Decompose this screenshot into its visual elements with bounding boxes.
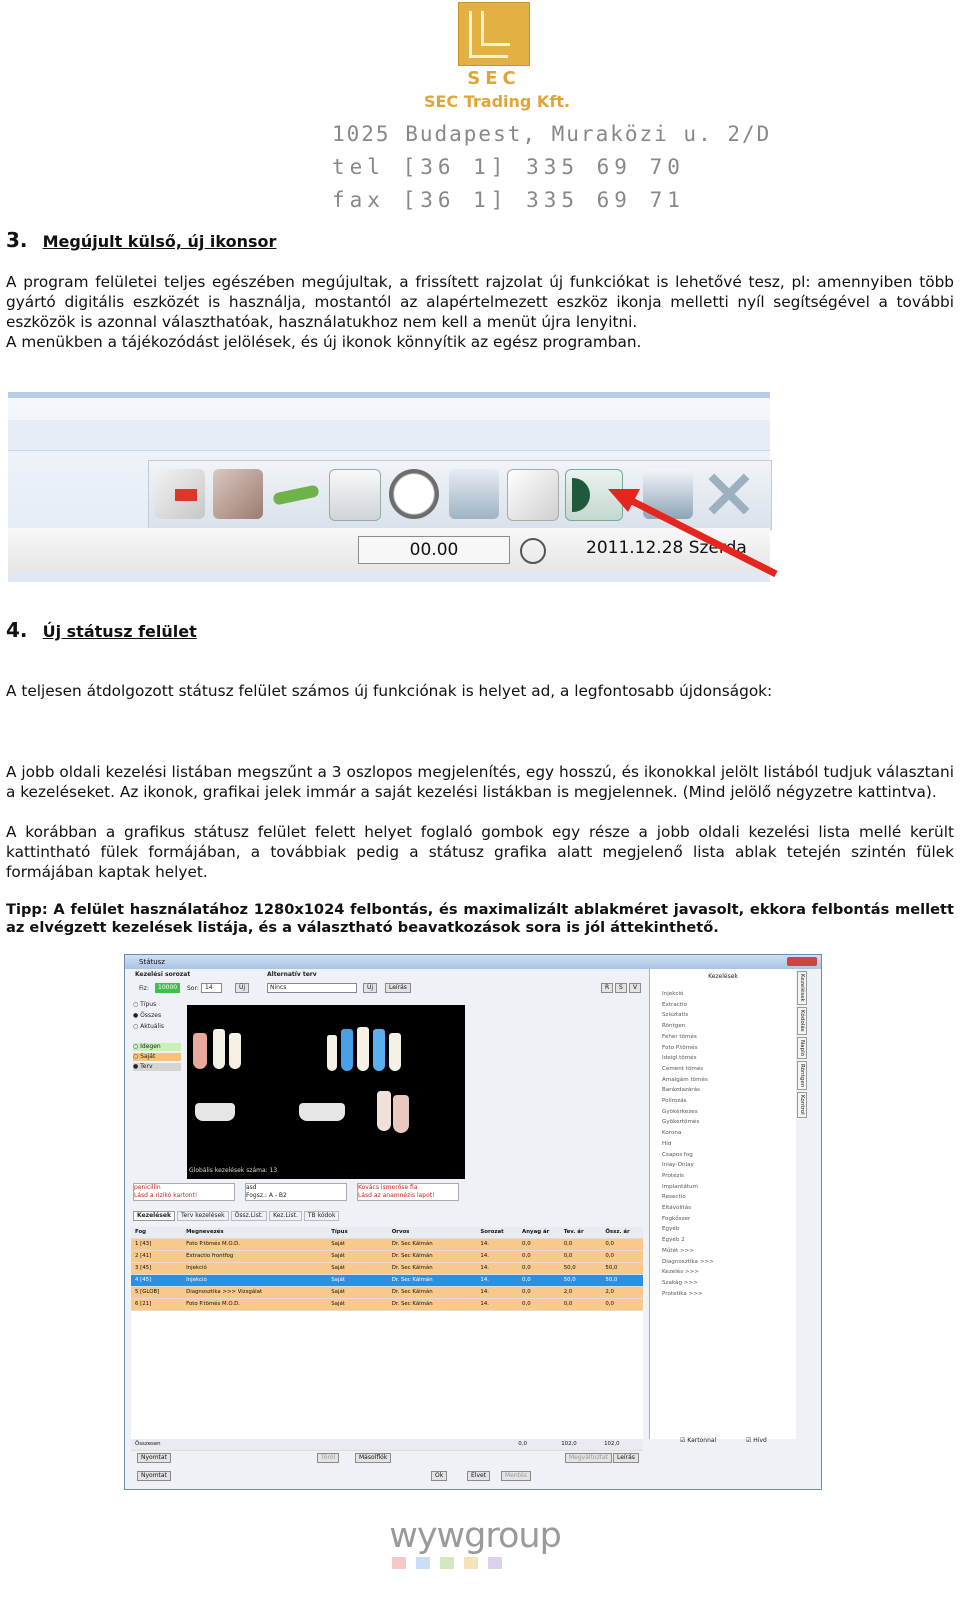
kezeles-item[interactable]: Injekció <box>662 991 684 997</box>
col-tev-ar[interactable]: Tev. ár <box>563 1229 584 1235</box>
window-titlebar <box>125 955 821 969</box>
cell-tev: 0,0 <box>563 1301 573 1307</box>
cell-orvos: Dr. Sec Kálmán <box>391 1253 433 1259</box>
kezeles-item[interactable]: Resectio <box>662 1194 686 1201</box>
table-row[interactable] <box>131 1287 643 1299</box>
kezeles-item[interactable]: Cement tömés <box>662 1065 704 1072</box>
stapler-icon[interactable] <box>271 469 321 519</box>
kezeles-item[interactable]: Gyökérkezes <box>662 1108 698 1115</box>
fogsz-panel[interactable] <box>245 1183 347 1201</box>
vtab-item[interactable]: Napló <box>797 1037 807 1059</box>
table-row[interactable] <box>131 1275 643 1287</box>
red-arrow-icon <box>600 486 790 582</box>
r-button[interactable]: R <box>601 983 613 993</box>
cell-sor: 14. <box>480 1301 489 1307</box>
tooth-chart[interactable] <box>187 1005 465 1179</box>
kezelesek-table <box>131 1227 643 1451</box>
cell-name: Injekció <box>186 1277 207 1283</box>
cell-orvos: Dr. Sec Kálmán <box>391 1241 433 1247</box>
col-tipus[interactable]: Típus <box>331 1229 348 1235</box>
radio-tipus[interactable]: ○ Típus <box>133 1001 157 1008</box>
sor-label: Sor: <box>187 985 199 992</box>
section4-paragraph2: A korábban a grafikus státusz felület felett helyet foglaló gombok egy része a jobb oldali kezelési lista mellé került kattintható fülek formájában, a továbbiak pedig a státusz grafika alatt megjelenő lista ablak tetején szintén fülek formájában kaptak helyet. <box>6 823 954 881</box>
toolbar-strip <box>8 420 770 451</box>
section4-intro: A teljesen átdolgozott státusz felület számos új funkciónak is helyet ad, a legfontosabb újdonságok: <box>6 682 773 700</box>
cell-tipus: Saját <box>331 1241 345 1247</box>
cell-orvos: Dr. Sec Kálmán <box>391 1277 433 1283</box>
logo-sec-text: SEC <box>467 68 521 89</box>
kezeles-item[interactable]: Egyéb <box>662 1226 680 1233</box>
osszesen-label: Összesen <box>135 1441 161 1447</box>
kezeles-item[interactable]: Műtét >>> <box>662 1247 695 1254</box>
kezeles-item[interactable]: Extractio <box>662 1001 688 1008</box>
cell-orvos: Dr. Sec Kálmán <box>391 1301 433 1307</box>
legend-idegen[interactable]: ○ Idegen <box>133 1043 181 1051</box>
window-close-icon[interactable] <box>787 957 817 966</box>
kezeles-item[interactable]: Foto P.tömés <box>662 1044 698 1051</box>
list-tabs <box>133 1211 339 1221</box>
col-sorozat[interactable]: Sorozat <box>480 1229 504 1235</box>
kezeles-item[interactable]: Fehér tömés <box>662 1033 697 1040</box>
tab-kez-list[interactable]: Kez.List. <box>269 1211 302 1221</box>
kezeles-item[interactable]: Egyéb 2 <box>662 1237 685 1244</box>
table-row[interactable] <box>131 1299 643 1311</box>
cell-fog: 2 [41] <box>135 1253 152 1259</box>
kezeles-item[interactable]: Diagnosztika >>> <box>662 1258 714 1265</box>
leiras-button[interactable]: Leírás <box>385 983 411 993</box>
group-terv-label: Alternatív terv <box>267 971 317 978</box>
legend-terv[interactable]: ● Terv <box>133 1063 181 1071</box>
footer-square-3 <box>440 1557 454 1569</box>
cell-sor: 14. <box>480 1289 489 1295</box>
cell-tipus: Saját <box>331 1265 345 1271</box>
calendar-icon[interactable] <box>449 469 499 519</box>
tab-tb-kodok[interactable]: TB kódok <box>304 1211 340 1221</box>
kartonnal-checkbox[interactable]: ☑ Kartonnal <box>680 1437 717 1444</box>
vtab-item[interactable]: Kontrol <box>797 1092 807 1118</box>
elvet-button[interactable]: Elvet <box>467 1471 490 1481</box>
uj-terv-button[interactable]: Új <box>363 983 377 993</box>
cell-anyag: 0,0 <box>522 1265 531 1271</box>
col-anyag-ar[interactable]: Anyag ár <box>522 1229 550 1235</box>
company-fax: fax [36 1] 335 69 71 <box>332 188 685 212</box>
kezeles-item[interactable]: Gyökértömés <box>662 1119 700 1126</box>
osszesen-anyag: 0,0 <box>518 1441 527 1447</box>
kezeles-item[interactable]: Szisztatis <box>662 1012 689 1019</box>
table-row[interactable] <box>131 1251 643 1263</box>
kezeles-item[interactable]: Inlay-Onlay <box>662 1162 694 1169</box>
vtab-item[interactable]: Kódolás <box>797 1007 807 1035</box>
cell-sor: 14. <box>480 1277 489 1283</box>
kezeles-item[interactable]: Amalgám tömés <box>662 1076 708 1083</box>
s-button[interactable]: S <box>615 983 627 993</box>
mentes-button[interactable]: Mentés <box>501 1471 531 1481</box>
section4-heading <box>6 618 197 642</box>
cell-sor: 14. <box>480 1265 489 1271</box>
filter-radios <box>133 1001 164 1031</box>
section4-title: Új státusz felület <box>42 622 197 641</box>
section3-paragraph1: A program felületei teljes egészében megújultak, a frissített rajzolat új funkciókat is lehetővé tesz, pl: amennyiben több gyártó digitális eszközét is használja, mostantól az alapértelmezett eszköz ikonja melletti nyíl segítségével a további eszközök is azonnal választhatóak, használatukhoz nem kell a menüt újra lenyitni. <box>6 273 954 331</box>
cell-ossz: 50,0 <box>605 1277 618 1283</box>
kezelesek-panel <box>649 969 796 1444</box>
cash-register-icon[interactable] <box>329 469 381 521</box>
kezeles-item[interactable]: Csapos fog <box>662 1151 693 1158</box>
osszesen-row <box>131 1439 643 1451</box>
section3-paragraph2: A menükben a tájékozódást jelölések, és új ikonok könnyítik az egész programban. <box>6 333 642 351</box>
megvaltoztat-button[interactable]: Megváltoztat <box>565 1453 612 1463</box>
cell-name: Injekció <box>186 1265 207 1271</box>
table-row[interactable] <box>131 1239 643 1251</box>
date-display: 2011.12.28 Szerda <box>586 538 747 558</box>
cell-name: Extractio frontfog <box>186 1253 234 1259</box>
time-display: 00.00 <box>358 536 510 564</box>
vtab-item[interactable]: Kezelések <box>797 971 807 1005</box>
cell-fog: 4 [45] <box>135 1277 152 1283</box>
footer-square-5 <box>488 1557 502 1569</box>
kezeles-item[interactable]: Implantátum <box>662 1183 698 1190</box>
vertical-tabs <box>797 971 817 1115</box>
v-button[interactable]: V <box>629 983 641 993</box>
section3-heading <box>6 228 276 252</box>
kezeles-item[interactable]: Ideigl.tömés <box>662 1055 697 1062</box>
nyomtat-list-button[interactable]: Nyomtat <box>137 1453 171 1463</box>
leiras-bottom-button[interactable]: Leírás <box>613 1453 639 1463</box>
kezeles-item[interactable]: Kezelés >>> <box>662 1269 699 1276</box>
status-window-screenshot <box>124 954 822 1490</box>
terv-select[interactable]: Nincs <box>267 983 357 993</box>
anamnezis-note: Lásd az anamnézis lapot! <box>358 1192 435 1199</box>
osszesen-tev: 102,0 <box>561 1441 577 1447</box>
kezelesek-panel-title: Kezelések <box>708 973 738 980</box>
cell-ossz: 2,0 <box>605 1289 614 1295</box>
cell-tev: 50,0 <box>563 1277 576 1283</box>
cell-tipus: Saját <box>331 1253 345 1259</box>
kezeles-item[interactable]: Híd <box>662 1140 672 1147</box>
cell-anyag: 0,0 <box>522 1289 531 1295</box>
cell-anyag: 0,0 <box>522 1301 531 1307</box>
globalis-count: Globális kezelések száma: 13 <box>189 1167 278 1174</box>
cell-ossz: 50,0 <box>605 1265 618 1271</box>
section3-number: 3. <box>6 228 28 252</box>
legend-sajat[interactable]: ○ Saját <box>133 1053 181 1061</box>
cell-tipus: Saját <box>331 1301 345 1307</box>
fogsz-text: asd <box>246 1184 257 1191</box>
fiz-label: Fiz: <box>139 985 149 992</box>
osszesen-ossz: 102,0 <box>604 1441 620 1447</box>
footer-square-4 <box>464 1557 478 1569</box>
tab-kezelesek[interactable]: Kezelések <box>133 1211 175 1221</box>
teeth-icon[interactable] <box>213 469 263 519</box>
cell-anyag: 0,0 <box>522 1253 531 1259</box>
cell-sor: 14. <box>480 1253 489 1259</box>
nyomtat-button[interactable]: Nyomtat <box>137 1471 171 1481</box>
section4-tip: Tipp: A felület használatához 1280x1024 felbontás, és maximalizált ablakméret javasolt, ekkora felbontás mellett az elvégzett kezelések listája, és a választható beavatkozások sora is jól áttekinthető. <box>6 901 954 936</box>
window-title: Státusz <box>139 958 165 966</box>
risk-note: Lásd a rizikó kartont! <box>134 1192 198 1199</box>
cell-name: Foto P.tömés M.O.D. <box>186 1301 240 1307</box>
radio-osszes[interactable]: ● Összes <box>133 1012 162 1019</box>
tab-terv-kezelesek[interactable]: Terv kezelések <box>177 1211 229 1221</box>
kezeles-item[interactable]: Polírozás <box>662 1098 687 1105</box>
table-header <box>131 1227 643 1239</box>
group-sorozat-label: Kezelési sorozat <box>135 971 191 978</box>
cell-tev: 50,0 <box>563 1265 576 1271</box>
export-arrow-icon[interactable] <box>155 469 205 519</box>
risk-text: penicillin <box>134 1184 161 1191</box>
fiz-value: 10000 <box>155 983 180 993</box>
cell-ossz: 0,0 <box>605 1241 614 1247</box>
footer-logo: wywgroup <box>389 1516 561 1556</box>
documents-icon[interactable] <box>507 469 559 521</box>
cell-fog: 3 [45] <box>135 1265 152 1271</box>
kezeles-item[interactable]: Protézis <box>662 1172 684 1179</box>
company-address: 1025 Budapest, Muraközi u. 2/D <box>332 122 772 146</box>
risk-panel[interactable] <box>133 1183 235 1201</box>
anamnezis-text: Kovács ismerőse fia <box>358 1184 418 1191</box>
section4-paragraph1: A jobb oldali kezelési listában megszűnt a 3 oszlopos megjelenítés, egy hosszú, és ikonokkal jelölt listából tudjuk választani a kezeléseket. Az ikonok, grafikai jelek immár a saját kezelési listákban is megjelennek. (Mind jelölő négyzetre kattintva). <box>6 763 954 801</box>
kezeles-item[interactable]: Röntgen <box>662 1023 686 1030</box>
clock-icon[interactable] <box>389 469 439 519</box>
kezeles-item[interactable]: Fogkőszer <box>662 1215 691 1222</box>
cell-tipus: Saját <box>331 1289 345 1295</box>
section4-number: 4. <box>6 618 28 642</box>
cell-tev: 0,0 <box>563 1241 573 1247</box>
uj-sorozat-button[interactable]: Új <box>235 983 249 993</box>
logo-company-name: SEC Trading Kft. <box>423 92 571 111</box>
cell-tev: 2,0 <box>563 1289 573 1295</box>
masolflok-button[interactable]: Másolflók <box>355 1453 391 1463</box>
kezelesek-list <box>650 989 796 1299</box>
cell-anyag: 0,0 <box>522 1277 531 1283</box>
cell-fog: 5 [GLOB] <box>135 1289 160 1295</box>
kezeles-item[interactable]: Protetika >>> <box>662 1290 703 1297</box>
cell-orvos: Dr. Sec Kálmán <box>391 1265 433 1271</box>
legend-box <box>133 1043 181 1071</box>
col-orvos[interactable]: Orvos <box>391 1229 410 1235</box>
section3-title: Megújult külső, új ikonsor <box>42 232 277 251</box>
cell-anyag: 0,0 <box>522 1241 531 1247</box>
cell-fog: 1 [43] <box>135 1241 152 1247</box>
cell-ossz: 0,0 <box>605 1253 614 1259</box>
cell-orvos: Dr. Sec Kálmán <box>391 1289 433 1295</box>
anamnezis-panel[interactable] <box>357 1183 459 1201</box>
hiv-checkbox[interactable]: ☑ Hívd <box>746 1437 767 1444</box>
cell-name: Diagnosztika >>> Vizsgálat <box>186 1289 263 1295</box>
kezeles-item[interactable]: Barázdazárás <box>662 1087 700 1094</box>
kezeles-item[interactable]: Eltávolítás <box>662 1205 692 1212</box>
cell-ossz: 0,0 <box>605 1301 614 1307</box>
small-clock-icon <box>520 538 546 564</box>
cell-tev: 0,0 <box>563 1253 573 1259</box>
company-tel: tel [36 1] 335 69 70 <box>332 155 685 179</box>
sor-select[interactable]: 14 <box>201 983 222 993</box>
torol-button[interactable]: Töröl <box>317 1453 339 1463</box>
cell-fog: 6 [21] <box>135 1301 152 1307</box>
footer-square-1 <box>392 1557 406 1569</box>
table-row[interactable] <box>131 1263 643 1275</box>
fogsz-note: Fogsz.: A - B2 <box>246 1192 287 1199</box>
kezeles-item[interactable]: Szakág >>> <box>662 1279 698 1286</box>
radio-aktualis[interactable]: ○ Aktuális <box>133 1023 165 1030</box>
cell-sor: 14. <box>480 1241 489 1247</box>
footer-square-2 <box>416 1557 430 1569</box>
vtab-item[interactable]: Röntgen <box>797 1061 807 1090</box>
cell-name: Foto P.tömés M.O.D. <box>186 1241 240 1247</box>
ok-button[interactable]: Ok <box>431 1471 447 1481</box>
sec-logo <box>458 2 530 66</box>
tab-ossz-list[interactable]: Össz.List. <box>231 1211 267 1221</box>
col-ossz-ar[interactable]: Össz. ár <box>605 1229 630 1235</box>
col-megnevezes[interactable]: Megnevezés <box>186 1229 224 1235</box>
kezeles-item[interactable]: Korona <box>662 1130 682 1137</box>
cell-tipus: Saját <box>331 1277 345 1283</box>
col-fog[interactable]: Fog <box>135 1229 147 1235</box>
